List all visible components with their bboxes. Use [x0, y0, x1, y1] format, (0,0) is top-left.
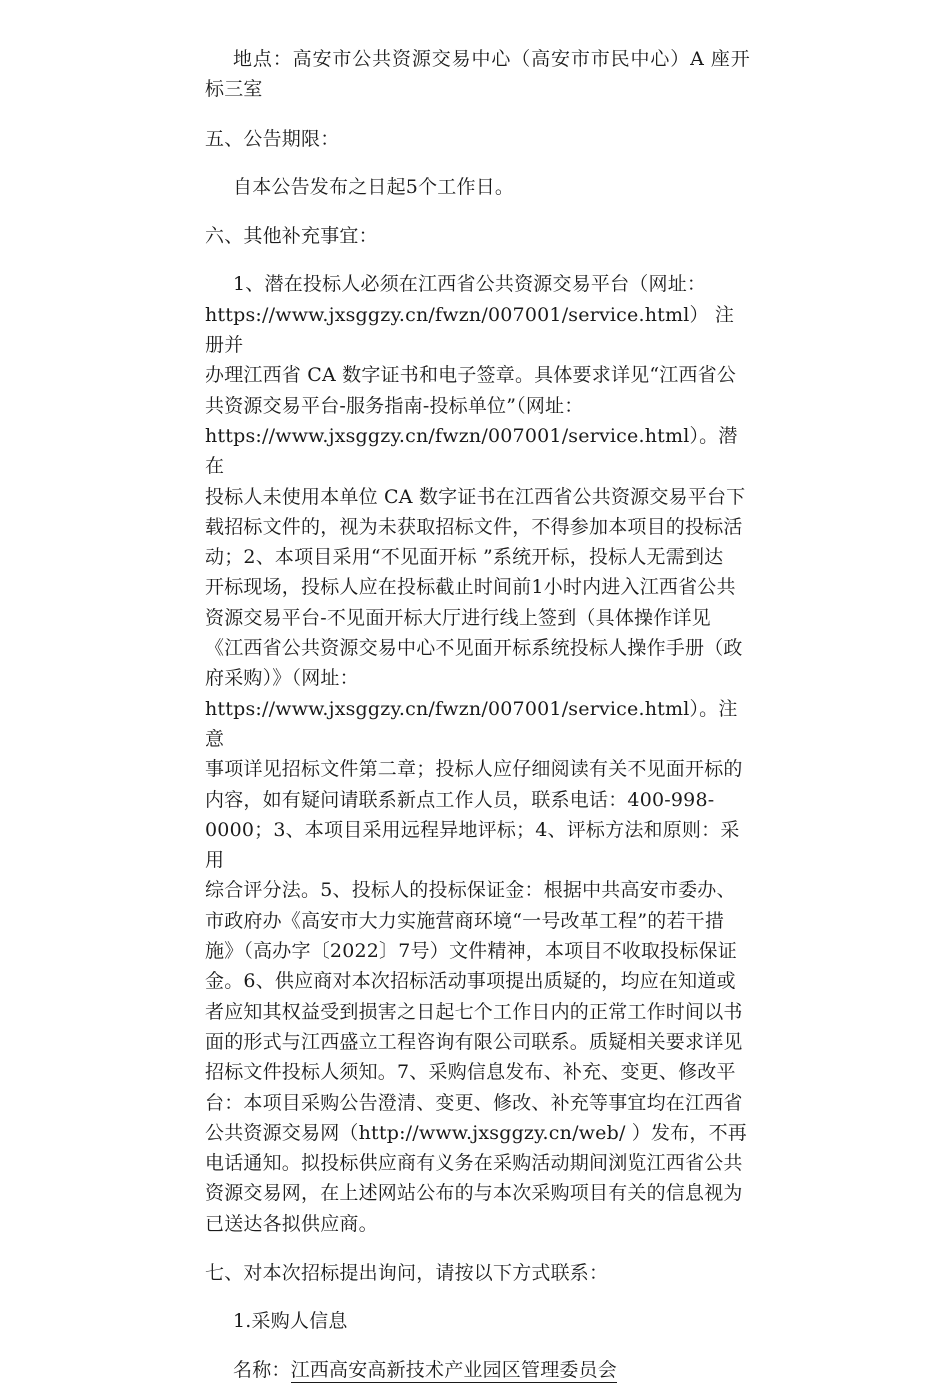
supplement-line: 资源交易网，在上述网站公布的与本次采购项目有关的信息视为 [205, 1182, 743, 1205]
supplement-line: 《江西省公共资源交易中心不见面开标系统投标人操作手册（政 [205, 637, 743, 660]
buyer-name-line [205, 1355, 750, 1385]
supplement-line: 公共资源交易网（http://www.jxsggzy.cn/web/ ）发布，不再 [205, 1121, 747, 1144]
supplement-paragraph [205, 269, 750, 1239]
supplement-line: 综合评分法。5、投标人的投标保证金：根据中共高安市委办、 [205, 879, 736, 902]
supplement-line: 府采购）》（网址： [205, 667, 359, 690]
supplement-line: 事项详见招标文件第二章；投标人应仔细阅读有关不见面开标的 [205, 758, 743, 781]
supplement-line: 施》（高办字〔2022〕7号）文件精神，本项目不收取投标保证 [205, 940, 737, 963]
supplement-line: 招标文件投标人须知。7、采购信息发布、补充、变更、修改平 [205, 1061, 736, 1084]
notice-period: 自本公告发布之日起5个工作日。 [233, 175, 515, 198]
supplement-line: 市政府办《高安市大力实施营商环境“一号改革工程”的若干措 [205, 909, 725, 932]
section-heading-6: 六、其他补充事宜： [205, 225, 378, 248]
buyer-name-label: 名称： [233, 1358, 291, 1381]
supplement-line: https://www.jxsggzy.cn/fwzn/007001/service.html）。潜在 [205, 424, 738, 478]
supplement-line: https://www.jxsggzy.cn/fwzn/007001/service.html）。注意 [205, 697, 738, 750]
supplement-line: 投标人未使用本单位 CA 数字证书在江西省公共资源交易平台下 [205, 485, 746, 508]
supplement-line: 载招标文件的，视为未获取招标文件，不得参加本项目的投标活 [205, 515, 743, 538]
supplement-line: 1、潜在投标人必须在江西省公共资源交易平台（网址： [233, 273, 707, 296]
section-heading-5: 五、公告期限： [205, 127, 340, 150]
section-heading-7: 七、对本次招标提出询问，请按以下方式联系： [205, 1261, 609, 1284]
buyer-name-link[interactable]: 江西高安高新技术产业园区管理委员会 [290, 1358, 618, 1381]
supplement-line: 动；2、本项目采用“不见面开标 ”系统开标，投标人无需到达 [205, 546, 724, 569]
supplement-line: 面的形式与江西盛立工程咨询有限公司联系。质疑相关要求详见 [205, 1030, 743, 1053]
supplement-line: 开标现场，投标人应在投标截止时间前1小时内进入江西省公共 [205, 576, 736, 599]
supplement-line: 办理江西省 CA 数字证书和电子签章。具体要求详见“江西省公 [205, 364, 737, 387]
supplement-line: https://www.jxsggzy.cn/fwzn/007001/service.html） 注册并 [205, 303, 735, 357]
buyer-info-title: 1.采购人信息 [233, 1310, 348, 1333]
supplement-line: 0000；3、本项目采用远程异地评标；4、评标方法和原则：采用 [205, 818, 740, 872]
supplement-line: 资源交易平台-不见面开标大厅进行线上签到（具体操作详见 [205, 606, 711, 629]
supplement-line: 金。6、供应商对本次招标活动事项提出质疑的，均应在知道或 [205, 970, 736, 993]
supplement-line: 内容，如有疑问请联系新点工作人员，联系电话：400-998- [205, 788, 715, 811]
supplement-line: 电话通知。拟投标供应商有义务在采购活动期间浏览江西省公共 [205, 1152, 743, 1175]
supplement-line: 共资源交易平台-服务指南-投标单位”（网址： [205, 394, 584, 417]
supplement-line: 台：本项目采购公告澄清、变更、修改、补充等事宜均在江西省 [205, 1091, 743, 1114]
supplement-line: 已送达各拟供应商。 [205, 1212, 378, 1235]
supplement-line: 者应知其权益受到损害之日起七个工作日内的正常工作时间以书 [205, 1000, 743, 1023]
location-line: 地点：高安市公共资源交易中心（高安市市民中心）A 座开标三室 [205, 48, 750, 101]
